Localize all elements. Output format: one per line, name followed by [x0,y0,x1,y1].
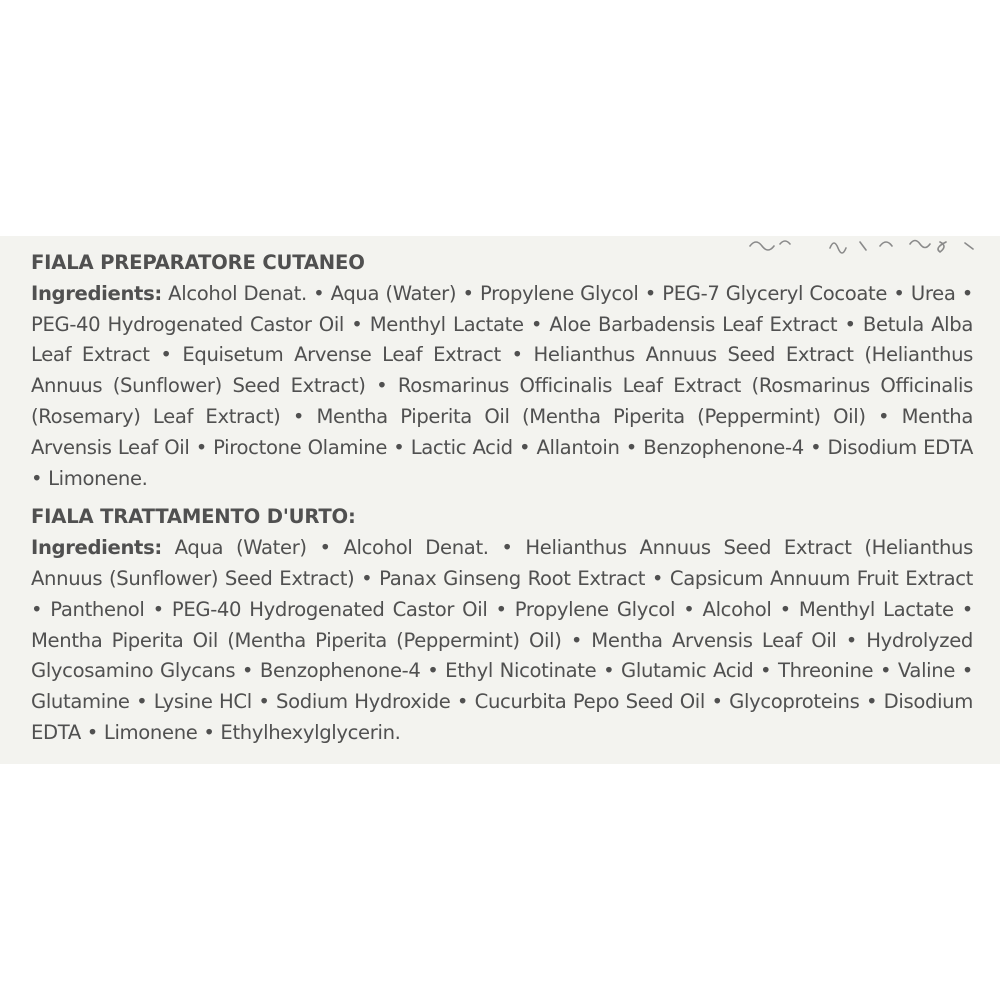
ingredients-label: Ingredients: [31,281,162,305]
ingredients-content [31,248,973,757]
partial-printed-mark [830,758,870,764]
ingredients-list-trattamento [31,533,973,749]
ingredients-label-panel [0,236,1000,764]
section-title-preparatore: FIALA PREPARATORE CUTANEO [31,251,365,274]
ingredients-text: Aqua (Water) • Alcohol Denat. • Helianthus Annuus Seed Extract (Helianthus Annuus (Sunflower) Seed Extract) • Panax Ginseng Root Extract • Capsicum Annuum Fruit Extract • Panthenol • PEG-40 Hydrogenated Castor Oil • Propylene Glycol • Alcohol • Menthyl Lactate • Mentha Piperita Oil (Mentha Piperita (Peppermint) Oil) • Mentha Arvensis Leaf Oil • Hydrolyzed Glycosamino Glycans • Benzophenone-4 • Ethyl Nicotinate • Glutamic Acid • Threonine • Valine • Glutamine • Lysine HCl • Sodium Hydroxide • Cucurbita Pepo Seed Oil • Glycoproteins • Disodium EDTA • Limonene • Ethylhexylglycerin. [31,536,973,744]
ingredients-list-preparatore [31,279,973,495]
ingredients-text: Alcohol Denat. • Aqua (Water) • Propylene Glycol • PEG-7 Glyceryl Cocoate • Urea • PEG-40 Hydrogenated Castor Oil • Menthyl Lactate • Aloe Barbadensis Leaf Extract • Betula Alba Leaf Extract • Equisetum Arvense Leaf Extract • Helianthus Annuus Seed Extract (Helianthus Annuus (Sunflower) Seed Extract) • Rosmarinus Officinalis Leaf Extract (Rosmarinus Officinalis (Rosemary) Leaf Extract) • Mentha Piperita Oil (Mentha Piperita (Peppermint) Oil) • Mentha Arvensis Leaf Oil • Piroctone Olamine • Lactic Acid • Allantoin • Benzophenone-4 • Disodium EDTA • Limonene. [31,281,973,490]
section-title-trattamento: FIALA TRATTAMENTO D'URTO: [31,505,356,529]
ingredients-label: Ingredients: [31,536,162,560]
